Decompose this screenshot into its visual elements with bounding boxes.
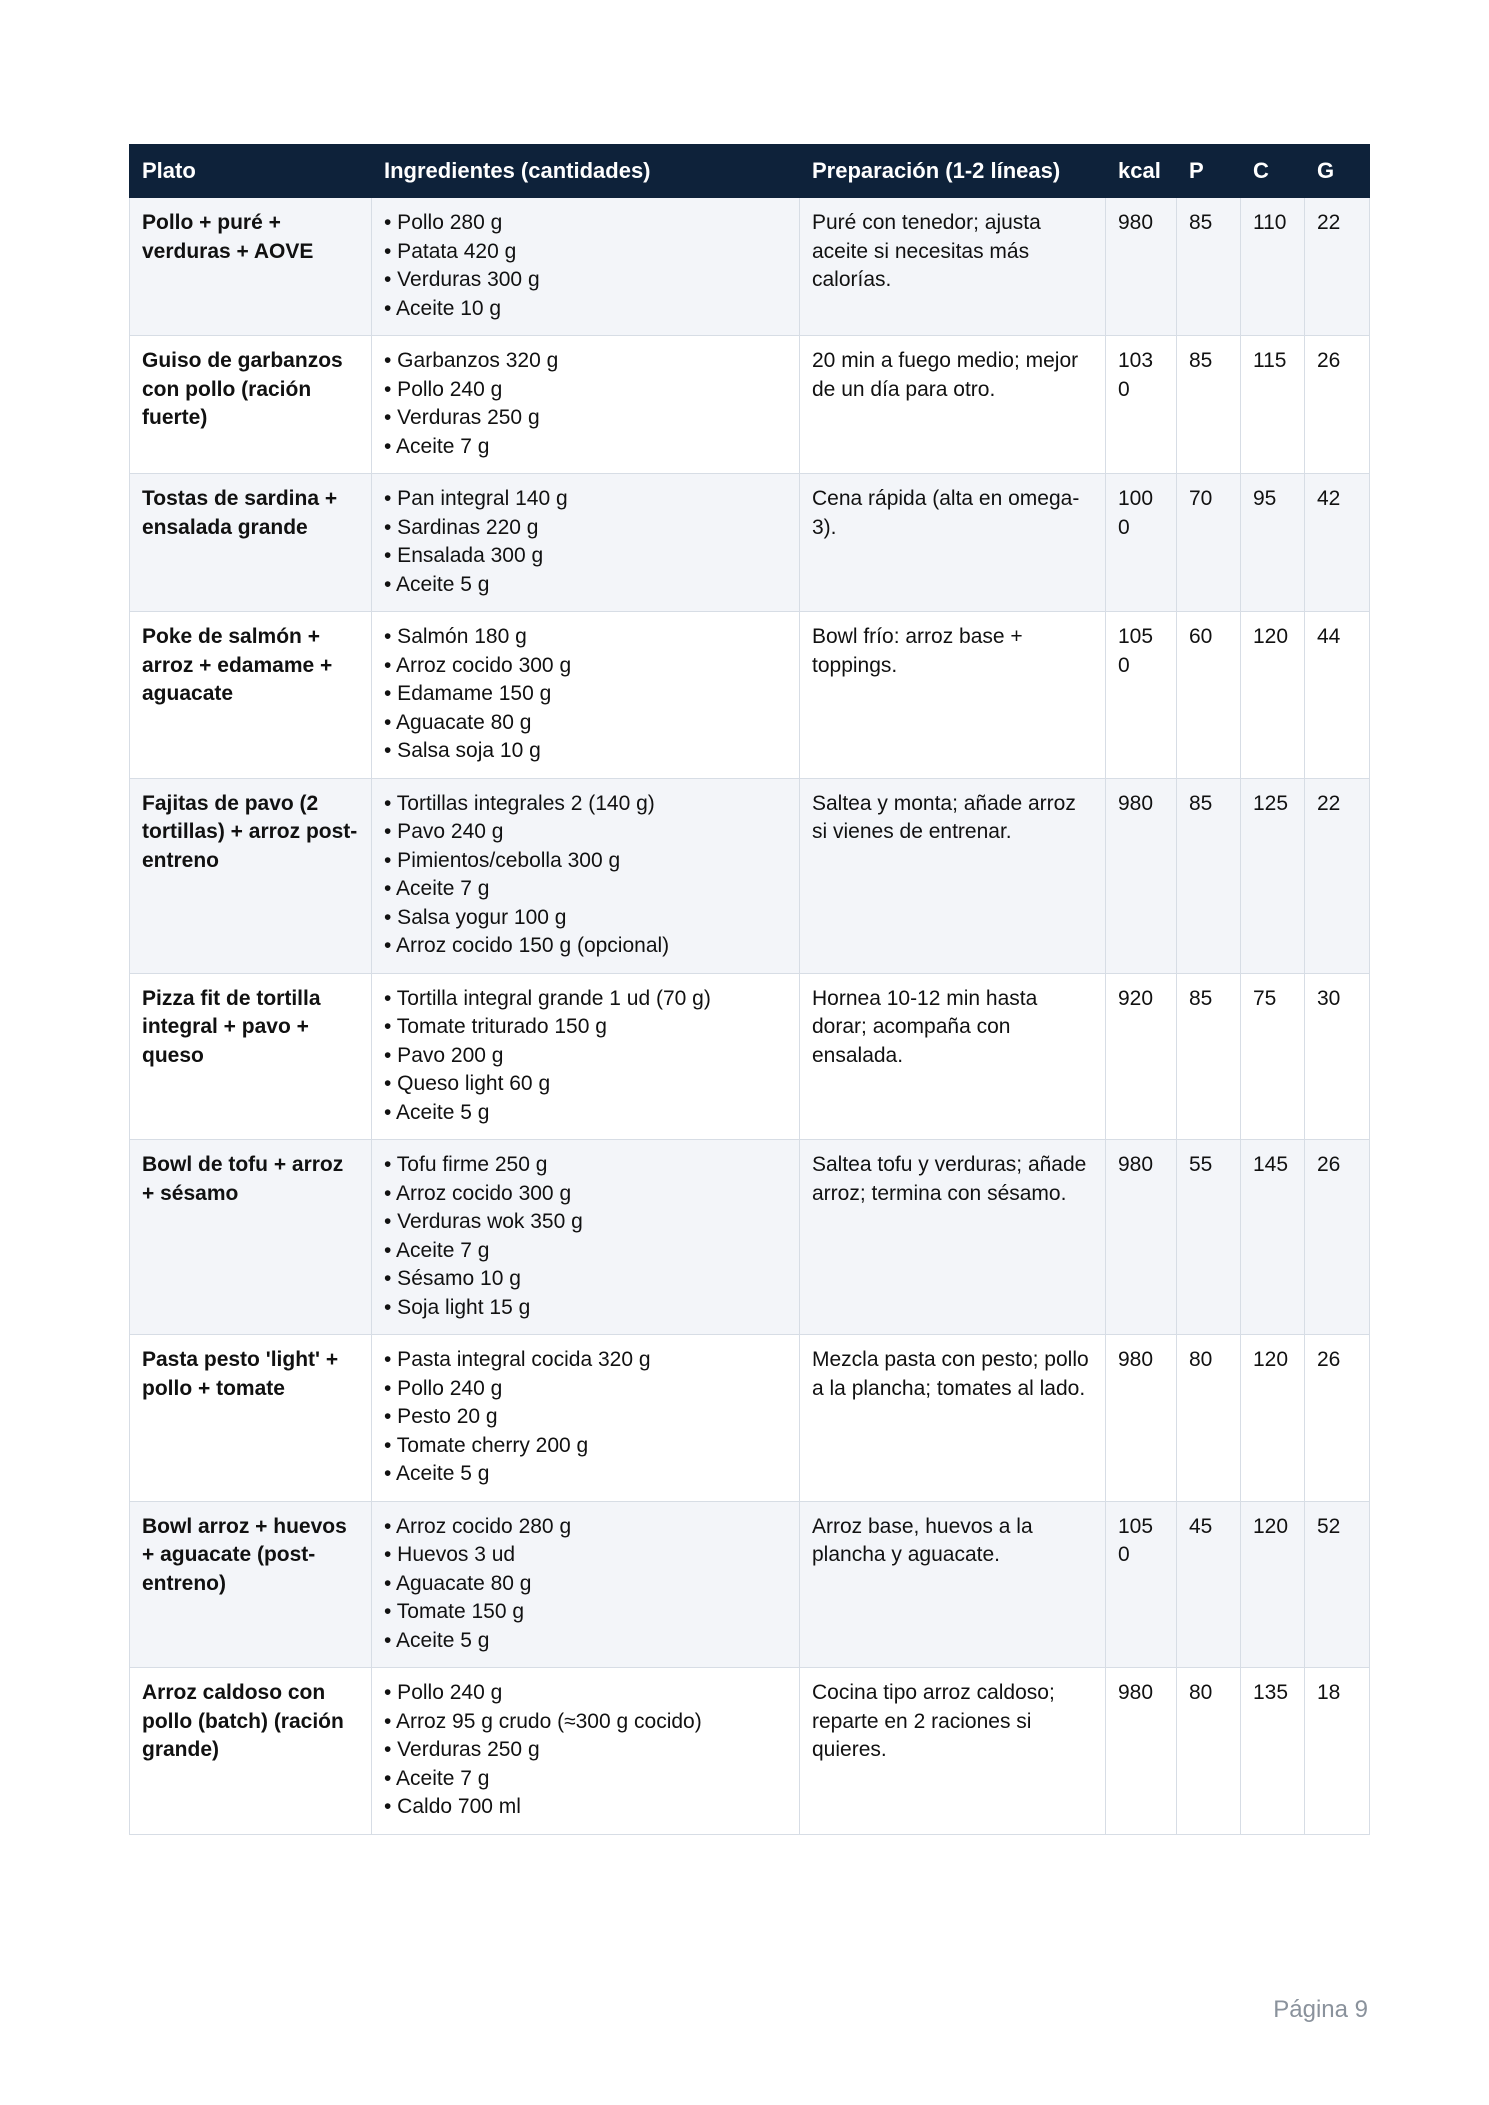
carbs-cell: 95 (1241, 474, 1305, 612)
ingredient-item: • Soja light 15 g (384, 1295, 531, 1319)
dish-name-cell: Pizza fit de tortilla integral + pavo + queso (130, 973, 372, 1140)
ingredient-item: • Verduras 300 g (384, 268, 540, 291)
ingredients-cell (372, 198, 800, 336)
table-row (130, 336, 1370, 474)
kcal-cell: 1030 (1106, 336, 1177, 474)
table-body (130, 198, 1370, 1835)
fat-cell: 22 (1305, 198, 1370, 336)
ingredient-item: • Verduras wok 350 g (384, 1210, 583, 1233)
header-kcal: kcal (1106, 145, 1177, 198)
table-row (130, 1335, 1370, 1502)
header-row (130, 145, 1370, 198)
ingredient-item: • Pan integral 140 g (384, 487, 568, 510)
ingredient-item: • Tomate cherry 200 g (384, 1433, 589, 1457)
ingredient-item: • Pavo 200 g (384, 1043, 504, 1067)
ingredients-list (384, 485, 787, 599)
kcal-cell: 1050 (1106, 1501, 1177, 1668)
protein-cell: 85 (1177, 336, 1241, 474)
ingredients-cell (372, 474, 800, 612)
ingredient-item: • Aceite 7 g (384, 877, 490, 900)
ingredient-item: • Arroz cocido 300 g (384, 1181, 572, 1205)
carbs-cell: 135 (1241, 1668, 1305, 1835)
carbs-cell: 75 (1241, 973, 1305, 1140)
dish-name-cell: Fajitas de pavo (2 tortillas) + arroz post-entreno (130, 778, 372, 973)
ingredient-item: • Arroz cocido 300 g (384, 653, 572, 677)
header-plato: Plato (130, 145, 372, 198)
ingredient-item: • Tortilla integral grande 1 ud (70 g) (384, 986, 711, 1010)
dish-name-cell: Bowl de tofu + arroz + sésamo (130, 1140, 372, 1335)
carbs-cell: 120 (1241, 1335, 1305, 1502)
ingredients-cell (372, 1335, 800, 1502)
dish-name-cell: Arroz caldoso con pollo (batch) (ración grande) (130, 1668, 372, 1835)
carbs-cell: 110 (1241, 198, 1305, 336)
table-row (130, 612, 1370, 779)
ingredient-item: • Queso light 60 g (384, 1072, 551, 1095)
protein-cell: 45 (1177, 1501, 1241, 1668)
ingredients-cell (372, 1501, 800, 1668)
ingredient-item: • Pollo 240 g (384, 1376, 503, 1400)
kcal-cell: 980 (1106, 1335, 1177, 1502)
preparation-cell: Bowl frío: arroz base + toppings. (800, 612, 1106, 779)
ingredient-item: • Pimientos/cebolla 300 g (384, 848, 621, 872)
protein-cell: 85 (1177, 198, 1241, 336)
ingredients-cell (372, 778, 800, 973)
fat-cell: 22 (1305, 778, 1370, 973)
kcal-cell: 1000 (1106, 474, 1177, 612)
header-ingredientes: Ingredientes (cantidades) (372, 145, 800, 198)
preparation-cell: Saltea tofu y verduras; añade arroz; termina con sésamo. (800, 1140, 1106, 1335)
fat-cell: 26 (1305, 336, 1370, 474)
ingredients-list (384, 790, 787, 961)
header-preparacion: Preparación (1-2 líneas) (800, 145, 1106, 198)
carbs-cell: 120 (1241, 612, 1305, 779)
carbs-cell: 115 (1241, 336, 1305, 474)
ingredient-item: • Aguacate 80 g (384, 710, 532, 734)
kcal-cell: 980 (1106, 778, 1177, 973)
table-row (130, 778, 1370, 973)
ingredient-item: • Aceite 5 g (384, 1100, 490, 1124)
meal-plan-table (129, 144, 1370, 1835)
ingredients-cell (372, 612, 800, 779)
ingredient-item: • Tofu firme 250 g (384, 1153, 548, 1176)
ingredients-list (384, 1513, 787, 1656)
protein-cell: 80 (1177, 1335, 1241, 1502)
protein-cell: 85 (1177, 973, 1241, 1140)
ingredient-item: • Aceite 10 g (384, 296, 502, 320)
ingredient-item: • Arroz 95 g crudo (≈300 g cocido) (384, 1709, 702, 1733)
kcal-cell: 980 (1106, 1668, 1177, 1835)
ingredients-list (384, 347, 787, 461)
table-row (130, 474, 1370, 612)
ingredient-item: • Salsa soja 10 g (384, 739, 541, 762)
ingredient-item: • Aguacate 80 g (384, 1571, 532, 1595)
protein-cell: 80 (1177, 1668, 1241, 1835)
table-row (130, 1140, 1370, 1335)
kcal-cell: 980 (1106, 1140, 1177, 1335)
page-number: Página 9 (1273, 1996, 1368, 2023)
preparation-cell: 20 min a fuego medio; mejor de un día para otro. (800, 336, 1106, 474)
preparation-cell: Hornea 10-12 min hasta dorar; acompaña con ensalada. (800, 973, 1106, 1140)
ingredient-item: • Pavo 240 g (384, 820, 504, 843)
ingredient-item: • Arroz cocido 150 g (opcional) (384, 934, 670, 957)
table-row (130, 973, 1370, 1140)
ingredient-item: • Ensalada 300 g (384, 544, 544, 567)
ingredient-item: • Aceite 7 g (384, 434, 490, 458)
preparation-cell: Saltea y monta; añade arroz si vienes de entrenar. (800, 778, 1106, 973)
dish-name-cell: Pasta pesto 'light' + pollo + tomate (130, 1335, 372, 1502)
kcal-cell: 1050 (1106, 612, 1177, 779)
ingredients-cell (372, 1140, 800, 1335)
preparation-cell: Puré con tenedor; ajusta aceite si necesitas más calorías. (800, 198, 1106, 336)
ingredients-cell (372, 1668, 800, 1835)
ingredient-item: • Pasta integral cocida 320 g (384, 1348, 651, 1371)
header-fat: G (1305, 145, 1370, 198)
ingredient-item: • Pollo 240 g (384, 1681, 503, 1704)
ingredients-list (384, 985, 787, 1128)
ingredients-list (384, 1346, 787, 1489)
preparation-cell: Cena rápida (alta en omega-3). (800, 474, 1106, 612)
fat-cell: 44 (1305, 612, 1370, 779)
fat-cell: 42 (1305, 474, 1370, 612)
ingredient-item: • Pollo 240 g (384, 377, 503, 401)
ingredient-item: • Salsa yogur 100 g (384, 905, 567, 929)
ingredient-item: • Caldo 700 ml (384, 1795, 521, 1818)
ingredient-item: • Salmón 180 g (384, 625, 527, 648)
ingredient-item: • Sésamo 10 g (384, 1267, 521, 1290)
preparation-cell: Cocina tipo arroz caldoso; reparte en 2 raciones si quieres. (800, 1668, 1106, 1835)
fat-cell: 18 (1305, 1668, 1370, 1835)
dish-name-cell: Bowl arroz + huevos + aguacate (post-entreno) (130, 1501, 372, 1668)
carbs-cell: 125 (1241, 778, 1305, 973)
ingredient-item: • Edamame 150 g (384, 682, 552, 705)
dish-name-cell: Guiso de garbanzos con pollo (ración fuerte) (130, 336, 372, 474)
preparation-cell: Mezcla pasta con pesto; pollo a la plancha; tomates al lado. (800, 1335, 1106, 1502)
table-row (130, 1668, 1370, 1835)
ingredient-item: • Tomate 150 g (384, 1600, 525, 1623)
fat-cell: 52 (1305, 1501, 1370, 1668)
protein-cell: 85 (1177, 778, 1241, 973)
table-header (130, 145, 1370, 198)
dish-name-cell: Tostas de sardina + ensalada grande (130, 474, 372, 612)
ingredient-item: • Tortillas integrales 2 (140 g) (384, 791, 655, 815)
ingredients-list (384, 1151, 787, 1322)
protein-cell: 70 (1177, 474, 1241, 612)
header-carbs: C (1241, 145, 1305, 198)
fat-cell: 26 (1305, 1335, 1370, 1502)
ingredient-item: • Aceite 5 g (384, 572, 490, 596)
protein-cell: 55 (1177, 1140, 1241, 1335)
fat-cell: 30 (1305, 973, 1370, 1140)
ingredient-item: • Sardinas 220 g (384, 515, 539, 539)
ingredient-item: • Aceite 5 g (384, 1628, 490, 1652)
ingredient-item: • Aceite 7 g (384, 1238, 490, 1262)
ingredients-list (384, 623, 787, 766)
ingredients-list (384, 1679, 787, 1822)
ingredient-item: • Aceite 7 g (384, 1766, 490, 1790)
ingredient-item: • Tomate triturado 150 g (384, 1015, 607, 1038)
ingredients-list (384, 209, 787, 323)
ingredient-item: • Garbanzos 320 g (384, 349, 559, 372)
ingredient-item: • Verduras 250 g (384, 406, 540, 429)
ingredient-item: • Pollo 280 g (384, 211, 503, 234)
table-row (130, 198, 1370, 336)
table-row (130, 1501, 1370, 1668)
header-protein: P (1177, 145, 1241, 198)
dish-name-cell: Poke de salmón + arroz + edamame + aguacate (130, 612, 372, 779)
kcal-cell: 920 (1106, 973, 1177, 1140)
preparation-cell: Arroz base, huevos a la plancha y aguacate. (800, 1501, 1106, 1668)
ingredient-item: • Aceite 5 g (384, 1462, 490, 1485)
carbs-cell: 120 (1241, 1501, 1305, 1668)
protein-cell: 60 (1177, 612, 1241, 779)
ingredient-item: • Pesto 20 g (384, 1405, 498, 1428)
ingredient-item: • Verduras 250 g (384, 1738, 540, 1761)
ingredient-item: • Huevos 3 ud (384, 1543, 516, 1566)
ingredients-cell (372, 973, 800, 1140)
kcal-cell: 980 (1106, 198, 1177, 336)
ingredient-item: • Patata 420 g (384, 239, 517, 263)
fat-cell: 26 (1305, 1140, 1370, 1335)
ingredients-cell (372, 336, 800, 474)
carbs-cell: 145 (1241, 1140, 1305, 1335)
dish-name-cell: Pollo + puré + verduras + AOVE (130, 198, 372, 336)
ingredient-item: • Arroz cocido 280 g (384, 1514, 572, 1538)
